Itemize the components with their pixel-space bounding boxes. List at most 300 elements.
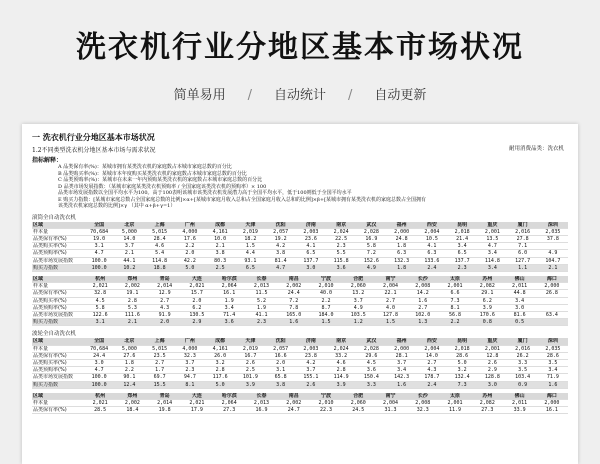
table-cell: 27.3 [213, 407, 245, 414]
city-header: 长沙 [407, 393, 439, 400]
table-cell: 5.2 [245, 297, 277, 304]
tagline [0, 84, 600, 103]
table-cell: 4.9 [538, 250, 568, 257]
table-cell: 32.3 [407, 407, 439, 414]
table-cell: 2,001 [477, 345, 507, 352]
table-cell: 178.7 [417, 374, 447, 381]
table-cell: 4.2 [296, 359, 326, 366]
city-header: 昆明 [447, 222, 477, 229]
table-cell: 2,013 [245, 399, 277, 406]
table-cell: 4.6 [145, 243, 175, 250]
table-cell: 6.5 [296, 250, 326, 257]
table-cell: 4.7 [477, 243, 507, 250]
city-header: 上海 [145, 222, 175, 229]
table-cell: 3.0 [296, 264, 326, 271]
table-cell: 28.1 [387, 352, 417, 359]
table-cell: 2.7 [149, 297, 181, 304]
table-row [32, 319, 568, 326]
table-cell: 3.6 [356, 367, 386, 374]
city-header: 北京 [114, 222, 144, 229]
table-cell: 103.5 [342, 311, 374, 318]
row-label: 品类保有率(%) [32, 290, 84, 297]
table-cell: 6.2 [471, 297, 503, 304]
table-cell: 26.0 [205, 352, 235, 359]
table-cell: 1.6 [387, 381, 417, 388]
section-drum: 滚筒全自动洗衣机 [32, 214, 77, 221]
table-cell: 127.8 [374, 311, 406, 318]
document-body [32, 132, 568, 414]
table-cell: 2,010 [310, 283, 342, 290]
table-cell: 8.7 [310, 304, 342, 311]
table-cell: 6.2 [181, 304, 213, 311]
city-header: 沈阳 [266, 338, 296, 345]
table-cell: 4.3 [149, 304, 181, 311]
table-cell: 2,004 [417, 345, 447, 352]
city-header: 郑州 [116, 393, 148, 400]
table-cell: 1.9 [245, 304, 277, 311]
table-cell: 2.6 [235, 359, 265, 366]
table-cell: 132.3 [387, 257, 417, 264]
table-cell: 2.7 [407, 304, 439, 311]
table-cell: 4.6 [326, 359, 356, 366]
table-cell: 2.8 [116, 297, 148, 304]
city-header: 杭州 [84, 393, 116, 400]
table-row [32, 381, 568, 388]
table-cell: 2.9 [181, 319, 213, 326]
table-cell: 104.7 [538, 257, 568, 264]
table-cell: 117.6 [205, 374, 235, 381]
city-header: 厦门 [508, 222, 538, 229]
table-cell: 2.4 [417, 381, 447, 388]
table-cell: 3.8 [266, 381, 296, 388]
city-header: 济南 [296, 222, 326, 229]
table-cell: 56.8 [439, 311, 471, 318]
table-cell: 2.2 [439, 319, 471, 326]
table-cell: 23.6 [296, 235, 326, 242]
table-cell: 24.4 [278, 290, 310, 297]
definition-line: A 品类保有率(%)：某城市拥有某类洗衣机的家庭数占本城市家庭总数的百分比 [58, 164, 232, 170]
table-cell: 15.5 [145, 381, 175, 388]
table-cell: 2,028 [356, 345, 386, 352]
table-cell: 2.0 [181, 297, 213, 304]
table-cell: 103.4 [508, 374, 538, 381]
table-cell: 18.2 [235, 235, 265, 242]
city-header: 济南 [296, 338, 326, 345]
table-cell: 101.9 [235, 374, 265, 381]
city-header: 苏州 [471, 393, 503, 400]
table-cell: 3.7 [387, 359, 417, 366]
table-cell: 100.0 [84, 264, 114, 271]
table-cell: 3.4 [477, 264, 507, 271]
table-cell: 4.3 [417, 367, 447, 374]
definition-line: B 品类购买率(%)：某城市本年度购买某类洗衣机的家庭数占本城市家庭总数的百分比 [58, 170, 247, 177]
section-pulsator: 波轮全自动洗衣机 [32, 331, 77, 338]
table-cell: 7.8 [278, 304, 310, 311]
table-cell: 5.0 [205, 381, 235, 388]
table-cell: 2,000 [387, 228, 417, 235]
table-cell: 13.2 [342, 290, 374, 297]
table-cell: 2.2 [175, 243, 205, 250]
table-cell: 33.9 [503, 407, 535, 414]
table-cell: 114.8 [477, 257, 507, 264]
city-header: 太原 [439, 276, 471, 283]
table-cell: 16.6 [266, 352, 296, 359]
city-header: 杭州 [84, 276, 116, 283]
table-cell: 94.7 [175, 374, 205, 381]
table-cell: 3.2 [447, 367, 477, 374]
table-cell: 115.8 [326, 257, 356, 264]
table-cell: 81.6 [503, 311, 535, 318]
table-cell: 2,002 [116, 399, 148, 406]
definition-line: 该类洗衣机家庭总数的比例]×γ （其中 α+β+γ=1） [58, 203, 176, 209]
table-row [32, 297, 568, 304]
table-cell: 1.9 [213, 297, 245, 304]
table-cell: 22.1 [374, 290, 406, 297]
table-cell: 130.5 [181, 311, 213, 318]
table-cell: 2,060 [342, 399, 374, 406]
table-cell: 63.4 [536, 311, 568, 318]
table-cell: 14.0 [114, 235, 144, 242]
table-cell: 2,057 [266, 228, 296, 235]
table-cell: 100.0 [84, 381, 114, 388]
table-cell: 27.8 [508, 235, 538, 242]
table-row [32, 407, 568, 414]
table-cell: 3.1 [266, 367, 296, 374]
table-cell: 19.0 [84, 235, 114, 242]
table-cell: 2,057 [266, 345, 296, 352]
table-cell: 1.5 [235, 243, 265, 250]
city-header: 南宁 [374, 276, 406, 283]
table-cell: 19.2 [266, 235, 296, 242]
table-cell: 5,015 [145, 228, 175, 235]
table-cell: 12.9 [149, 290, 181, 297]
definition-line: D 品类市场发展指数：（某城市家庭某类洗衣机预购率 / 全国家庭该类洗衣机的预购率）× 100 [58, 183, 267, 190]
table-cell: 8.1 [175, 381, 205, 388]
table-cell: 2.9 [477, 367, 507, 374]
row-label: 购买力指数 [32, 381, 84, 388]
row-label: 品类保有率(%) [32, 407, 84, 414]
table-cell: 2,004 [374, 399, 406, 406]
table-cell: 14.0 [417, 352, 447, 359]
table-cell: 3.4 [538, 367, 568, 374]
table-row [32, 304, 568, 311]
data-table [32, 393, 568, 415]
table-cell: 27.6 [114, 352, 144, 359]
row-label: 品类市场发展指数 [32, 257, 84, 264]
table-cell: 16.9 [356, 235, 386, 242]
table-cell: 7.1 [508, 243, 538, 250]
definition-line: 品类市场发展指数以全国平均水平为100。高于100表明该城市该类洗衣机发展潜力高于全国平均水平，低于100则低于全国平均水平 [58, 190, 352, 196]
table-cell: 18.4 [116, 407, 148, 414]
table-cell: 6.3 [387, 250, 417, 257]
table-cell: 3.7 [342, 297, 374, 304]
table-cell: 26.2 [508, 352, 538, 359]
table-cell: 23.5 [145, 352, 175, 359]
table-cell: 3.7 [175, 359, 205, 366]
city-header: 武汉 [356, 338, 386, 345]
doc-heading: 一 洗衣机行业分地区基本市场状况 [32, 133, 155, 142]
city-header: 长沙 [407, 276, 439, 283]
table-cell: 111.6 [116, 311, 148, 318]
row-label: 品类市场发展指数 [32, 374, 84, 381]
table-cell: 1.6 [278, 319, 310, 326]
city-header: 西安 [417, 222, 447, 229]
table-cell: 2,021 [181, 399, 213, 406]
table-cell: 2,014 [149, 399, 181, 406]
table-cell: 5,000 [114, 345, 144, 352]
city-header: 深圳 [538, 222, 568, 229]
table-cell: 4.2 [266, 243, 296, 250]
table-cell: 2,008 [407, 399, 439, 406]
table-cell: 137.7 [296, 257, 326, 264]
table-cell: 165.0 [278, 311, 310, 318]
city-header: 青岛 [149, 276, 181, 283]
table-cell: 4,000 [175, 345, 205, 352]
city-header: 合肥 [342, 393, 374, 400]
table-cell: 24.5 [342, 407, 374, 414]
table-cell: 2.0 [266, 359, 296, 366]
table-cell: 19.8 [149, 407, 181, 414]
tag-auto-stats: 自动统计 [273, 88, 326, 103]
table-cell: 4.7 [84, 367, 114, 374]
table-cell: 6.5 [235, 264, 265, 271]
table-cell: 2.0 [175, 250, 205, 257]
row-label: 区域 [32, 276, 84, 283]
table-cell: 29.1 [471, 290, 503, 297]
table-cell: 155.1 [296, 374, 326, 381]
table-cell: 3.9 [471, 304, 503, 311]
header-row [32, 338, 568, 345]
city-header: 大连 [181, 393, 213, 400]
pulsator-tables [32, 338, 568, 414]
table-row [32, 399, 568, 406]
table-cell: 127.7 [508, 257, 538, 264]
city-header: 深圳 [538, 338, 568, 345]
table-cell: 102.0 [407, 311, 439, 318]
table-cell: 0.8 [471, 319, 503, 326]
city-header: 大连 [181, 276, 213, 283]
table-cell: 2,004 [374, 283, 406, 290]
row-label: 品类保有率(%) [32, 352, 84, 359]
table-cell: 1.6 [538, 381, 568, 388]
city-header: 福州 [387, 338, 417, 345]
table-cell: 17.6 [175, 235, 205, 242]
table-cell [536, 297, 568, 304]
table-cell: 100.0 [84, 257, 114, 264]
table-cell: 2,010 [310, 399, 342, 406]
definitions-title: 指标解释： [32, 157, 63, 164]
table-cell: 2.5 [235, 367, 265, 374]
city-header: 苏州 [471, 276, 503, 283]
header-row [32, 276, 568, 283]
table-cell: 4.1 [417, 243, 447, 250]
definition-line: E 购买力指数：[某城市家庭总数占全国家庭总数的比例]×α+[某城市家庭月收入总和占全国家庭月收入总和的比例]×β+[某城市拥有某类洗衣机的家庭总数占全国拥有 [58, 196, 427, 203]
table-cell: 3.0 [84, 359, 114, 366]
city-header: 重庆 [477, 338, 507, 345]
row-label: 区域 [32, 222, 84, 229]
city-header: 福州 [387, 222, 417, 229]
table-cell: 2,016 [508, 345, 538, 352]
table-cell: 2,064 [213, 283, 245, 290]
table-cell: 3.5 [538, 359, 568, 366]
city-header: 南京 [326, 338, 356, 345]
table-cell: 2,003 [296, 228, 326, 235]
city-header: 西安 [417, 338, 447, 345]
table-cell: 114.9 [326, 374, 356, 381]
table-cell: 152.6 [356, 257, 386, 264]
table-cell: 133.6 [417, 257, 447, 264]
row-label: 品类购买率(%) [32, 297, 84, 304]
table-cell: 8.1 [439, 304, 471, 311]
table-cell: 2.3 [245, 319, 277, 326]
city-header: 长春 [245, 276, 277, 283]
table-cell: 2.7 [374, 297, 406, 304]
table-cell: 81.4 [266, 257, 296, 264]
table-cell [538, 243, 568, 250]
table-cell: 2.3 [447, 264, 477, 271]
table-cell: 10.0 [205, 235, 235, 242]
table-cell: 2,019 [235, 345, 265, 352]
table-cell: 2,064 [213, 399, 245, 406]
city-header: 南京 [326, 222, 356, 229]
row-label: 品类购买率(%) [32, 359, 84, 366]
table-cell: 4.7 [266, 264, 296, 271]
table-cell: 4.7 [84, 250, 114, 257]
table-cell: 0.9 [508, 381, 538, 388]
table-cell: 16.1 [536, 407, 568, 414]
row-label: 购买力指数 [32, 264, 84, 271]
table-cell: 184.0 [310, 311, 342, 318]
banner [0, 0, 600, 128]
row-label: 样本量 [32, 345, 84, 352]
table-cell: 3.4 [447, 243, 477, 250]
table-cell: 26.8 [536, 290, 568, 297]
table-cell: 6.5 [447, 250, 477, 257]
city-header: 南昌 [278, 276, 310, 283]
table-cell: 6.6 [439, 290, 471, 297]
table-cell: 1.5 [374, 319, 406, 326]
table-cell: 2,004 [417, 228, 447, 235]
table-cell: 2,018 [447, 345, 477, 352]
table-row [32, 359, 568, 366]
table-cell: 15.7 [181, 290, 213, 297]
table-cell: 3.6 [326, 264, 356, 271]
table-cell: 40.0 [310, 290, 342, 297]
table-cell: 2.1 [205, 243, 235, 250]
table-cell: 2,013 [245, 283, 277, 290]
table-cell: 65.8 [266, 374, 296, 381]
table-cell: 27.3 [471, 407, 503, 414]
table-cell: 3.7 [114, 243, 144, 250]
table-cell: 28.4 [145, 235, 175, 242]
row-label: 区域 [32, 338, 84, 345]
table-cell [536, 304, 568, 311]
table-cell: 2.0 [149, 319, 181, 326]
city-header: 海口 [536, 276, 568, 283]
table-cell: 16.1 [213, 290, 245, 297]
table-cell: 12.8 [477, 352, 507, 359]
table-cell: 4.4 [235, 250, 265, 257]
city-header: 全国 [84, 338, 114, 345]
table-cell: 128.8 [477, 374, 507, 381]
table-cell: 2,014 [149, 283, 181, 290]
table-cell: 1.8 [387, 243, 417, 250]
table-cell: 10.5 [417, 235, 447, 242]
table-cell: 2,082 [471, 399, 503, 406]
table-cell: 170.6 [471, 311, 503, 318]
table-cell: 2,011 [503, 283, 535, 290]
city-header: 北京 [114, 338, 144, 345]
table-cell: 24.4 [84, 352, 114, 359]
table-cell: 2,021 [84, 399, 116, 406]
table-row [32, 345, 568, 352]
table-row [32, 283, 568, 290]
table-cell: 70,684 [84, 345, 114, 352]
table-cell: 2.2 [114, 367, 144, 374]
row-label: 样本量 [32, 399, 84, 406]
row-label: 品类市场发展指数 [32, 311, 84, 318]
city-header: 广州 [175, 222, 205, 229]
table-cell: 2,024 [326, 345, 356, 352]
table-cell: 2,018 [447, 228, 477, 235]
table-cell: 3.6 [213, 319, 245, 326]
table-cell: 7.3 [439, 297, 471, 304]
table-cell: 2.7 [417, 359, 447, 366]
city-header: 广州 [175, 338, 205, 345]
table-cell: 11.5 [245, 290, 277, 297]
table-cell: 3.1 [84, 319, 116, 326]
table-cell: 114.8 [145, 257, 175, 264]
table-cell: 1.3 [407, 319, 439, 326]
table-cell: 28.6 [538, 352, 568, 359]
table-cell: 19.1 [116, 290, 148, 297]
table-cell: 122.6 [84, 311, 116, 318]
city-header: 宁波 [310, 393, 342, 400]
table-cell: 32.3 [175, 352, 205, 359]
city-header: 武汉 [356, 222, 386, 229]
table-cell: 2,035 [538, 228, 568, 235]
table-cell: 7.2 [356, 250, 386, 257]
table-cell: 1.7 [145, 367, 175, 374]
city-header: 佛山 [503, 393, 535, 400]
table-cell: 3.8 [266, 250, 296, 257]
table-gap [32, 389, 568, 392]
row-label: 品类保有率(%) [32, 235, 84, 242]
table-cell: 2,060 [342, 283, 374, 290]
table-cell: 14.2 [407, 290, 439, 297]
table-cell: 2,000 [536, 399, 568, 406]
table-cell: 2,021 [84, 283, 116, 290]
table-cell: 2.3 [175, 367, 205, 374]
table-cell: 4.9 [342, 304, 374, 311]
table-cell: 17.9 [181, 407, 213, 414]
row-label: 品类预购率(%) [32, 250, 84, 257]
city-header: 哈尔滨 [213, 393, 245, 400]
table-cell: 142.3 [387, 374, 417, 381]
city-header: 沈阳 [266, 222, 296, 229]
table-cell: 4.1 [296, 243, 326, 250]
table-row [32, 264, 568, 271]
table-cell: 2.8 [205, 367, 235, 374]
table-cell: 1.5 [310, 319, 342, 326]
table-cell: 2.4 [417, 264, 447, 271]
table-cell: 18.8 [145, 264, 175, 271]
table-cell: 3.3 [508, 359, 538, 366]
table-row [32, 228, 568, 235]
header-row [32, 222, 568, 229]
table-cell: 3.1 [84, 243, 114, 250]
table-cell: 32.8 [84, 290, 116, 297]
